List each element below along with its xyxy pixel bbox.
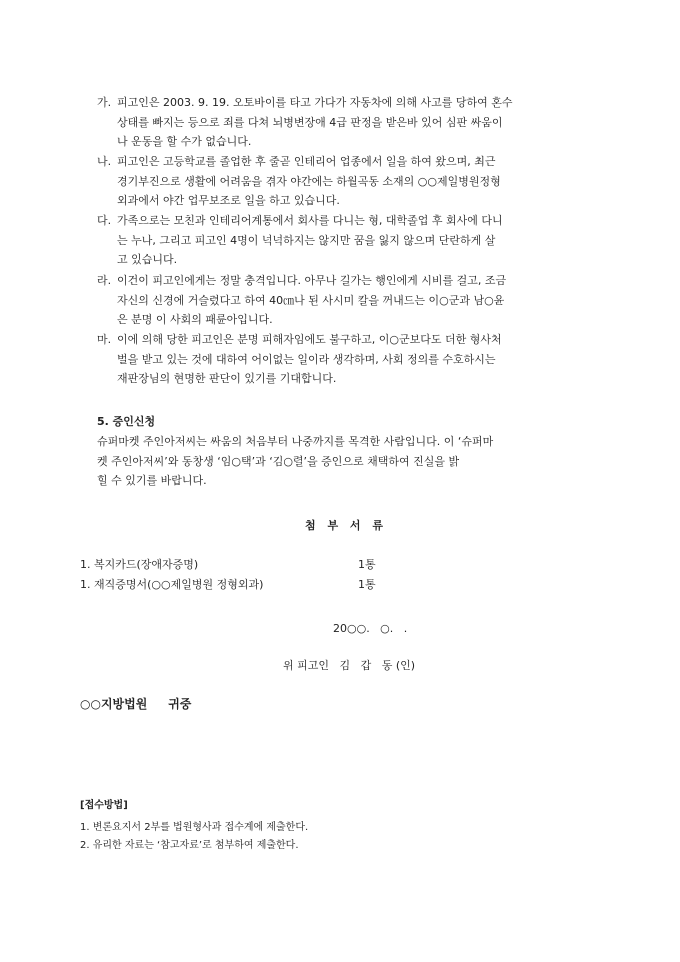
item-line: 은 분명 이 사회의 패륜아입니다.: [117, 313, 273, 326]
filing-item: 2. 유리한 자료는 ‘참고자료’로 첨부하여 제출한다.: [80, 840, 299, 851]
item-line: 나 운동을 할 수가 없습니다.: [117, 135, 252, 148]
attachments-heading: 첨 부 서 류: [305, 519, 387, 532]
item-line: 피고인은 2003. 9. 19. 오토바이를 타고 가다가 자동차에 의해 사고를 당하여 혼수: [117, 96, 513, 109]
item-label: 가.: [97, 96, 112, 109]
item-label: 다.: [97, 214, 112, 227]
item-line: 고 있습니다.: [117, 253, 178, 266]
item-label: 나.: [97, 155, 112, 168]
item-line: 벌을 받고 있는 것에 대하여 어이없는 일이라 생각하며, 사회 정의를 수호하시는: [117, 352, 496, 366]
item-line: 외과에서 야간 업무보조로 일을 하고 있습니다.: [117, 194, 340, 207]
witness-heading: 5. 증인신청: [97, 415, 156, 428]
item-line: 이건이 피고인에게는 정말 충격입니다. 아무나 길가는 행인에게 시비를 걸고, 조금: [117, 274, 507, 287]
attachment-count: 1통: [358, 558, 376, 571]
item-label: 라.: [97, 274, 112, 287]
document-date: 20○○. ○. .: [333, 622, 408, 635]
item-line: 경기부진으로 생활에 어려움을 겪자 야간에는 하월곡동 소재의 ○○제일병원정형: [117, 174, 501, 188]
attachment-name: 1. 복지카드(장애자증명): [80, 558, 199, 571]
court-addressee: ○○지방법원 귀중: [80, 697, 192, 711]
item-line: 상태를 빠지는 등으로 죄를 다쳐 뇌병변장애 4급 판정을 받은바 있어 심판 싸움이: [117, 115, 503, 129]
item-line: 이에 의해 당한 피고인은 분명 피해자임에도 불구하고, 이○군보다도 더한 형사처: [117, 333, 502, 346]
item-line: 재판장님의 현명한 판단이 있기를 기대합니다.: [117, 372, 337, 385]
witness-line: 힐 수 있기를 바랍니다.: [97, 474, 207, 487]
item-label: 마.: [97, 333, 112, 346]
item-line: 가족으로는 모친과 인테리어계통에서 회사를 다니는 형, 대학졸업 후 회사에 다니: [117, 214, 503, 227]
witness-line: 켓 주인아저씨’와 동창생 ‘임○택’과 ‘김○렬’을 증인으로 채택하여 진실을 밝: [97, 454, 460, 468]
item-line: 는 누나, 그리고 피고인 4명이 넉넉하지는 않지만 꿈을 잃지 않으며 단란하게 살: [117, 233, 496, 247]
attachment-count: 1통: [358, 578, 376, 591]
item-line: 자신의 신경에 거슬렸다고 하여 40㎝나 된 사시미 칼을 꺼내드는 이○군과 남○윤: [117, 293, 505, 307]
signature-line: 위 피고인 김 갑 동 (인): [283, 659, 416, 672]
filing-item: 1. 변론요지서 2부를 법원형사과 접수계에 제출한다.: [80, 822, 309, 833]
witness-line: 슈퍼마켓 주인아저씨는 싸움의 처음부터 나중까지를 목격한 사람입니다. 이 ‘슈퍼마: [97, 435, 494, 448]
item-line: 피고인은 고등학교를 졸업한 후 줄곧 인테리어 업종에서 일을 하여 왔으며, 최근: [117, 155, 496, 168]
filing-heading: [접수방법]: [80, 800, 128, 811]
attachment-name: 1. 재직증명서(○○제일병원 정형외과): [80, 578, 264, 591]
